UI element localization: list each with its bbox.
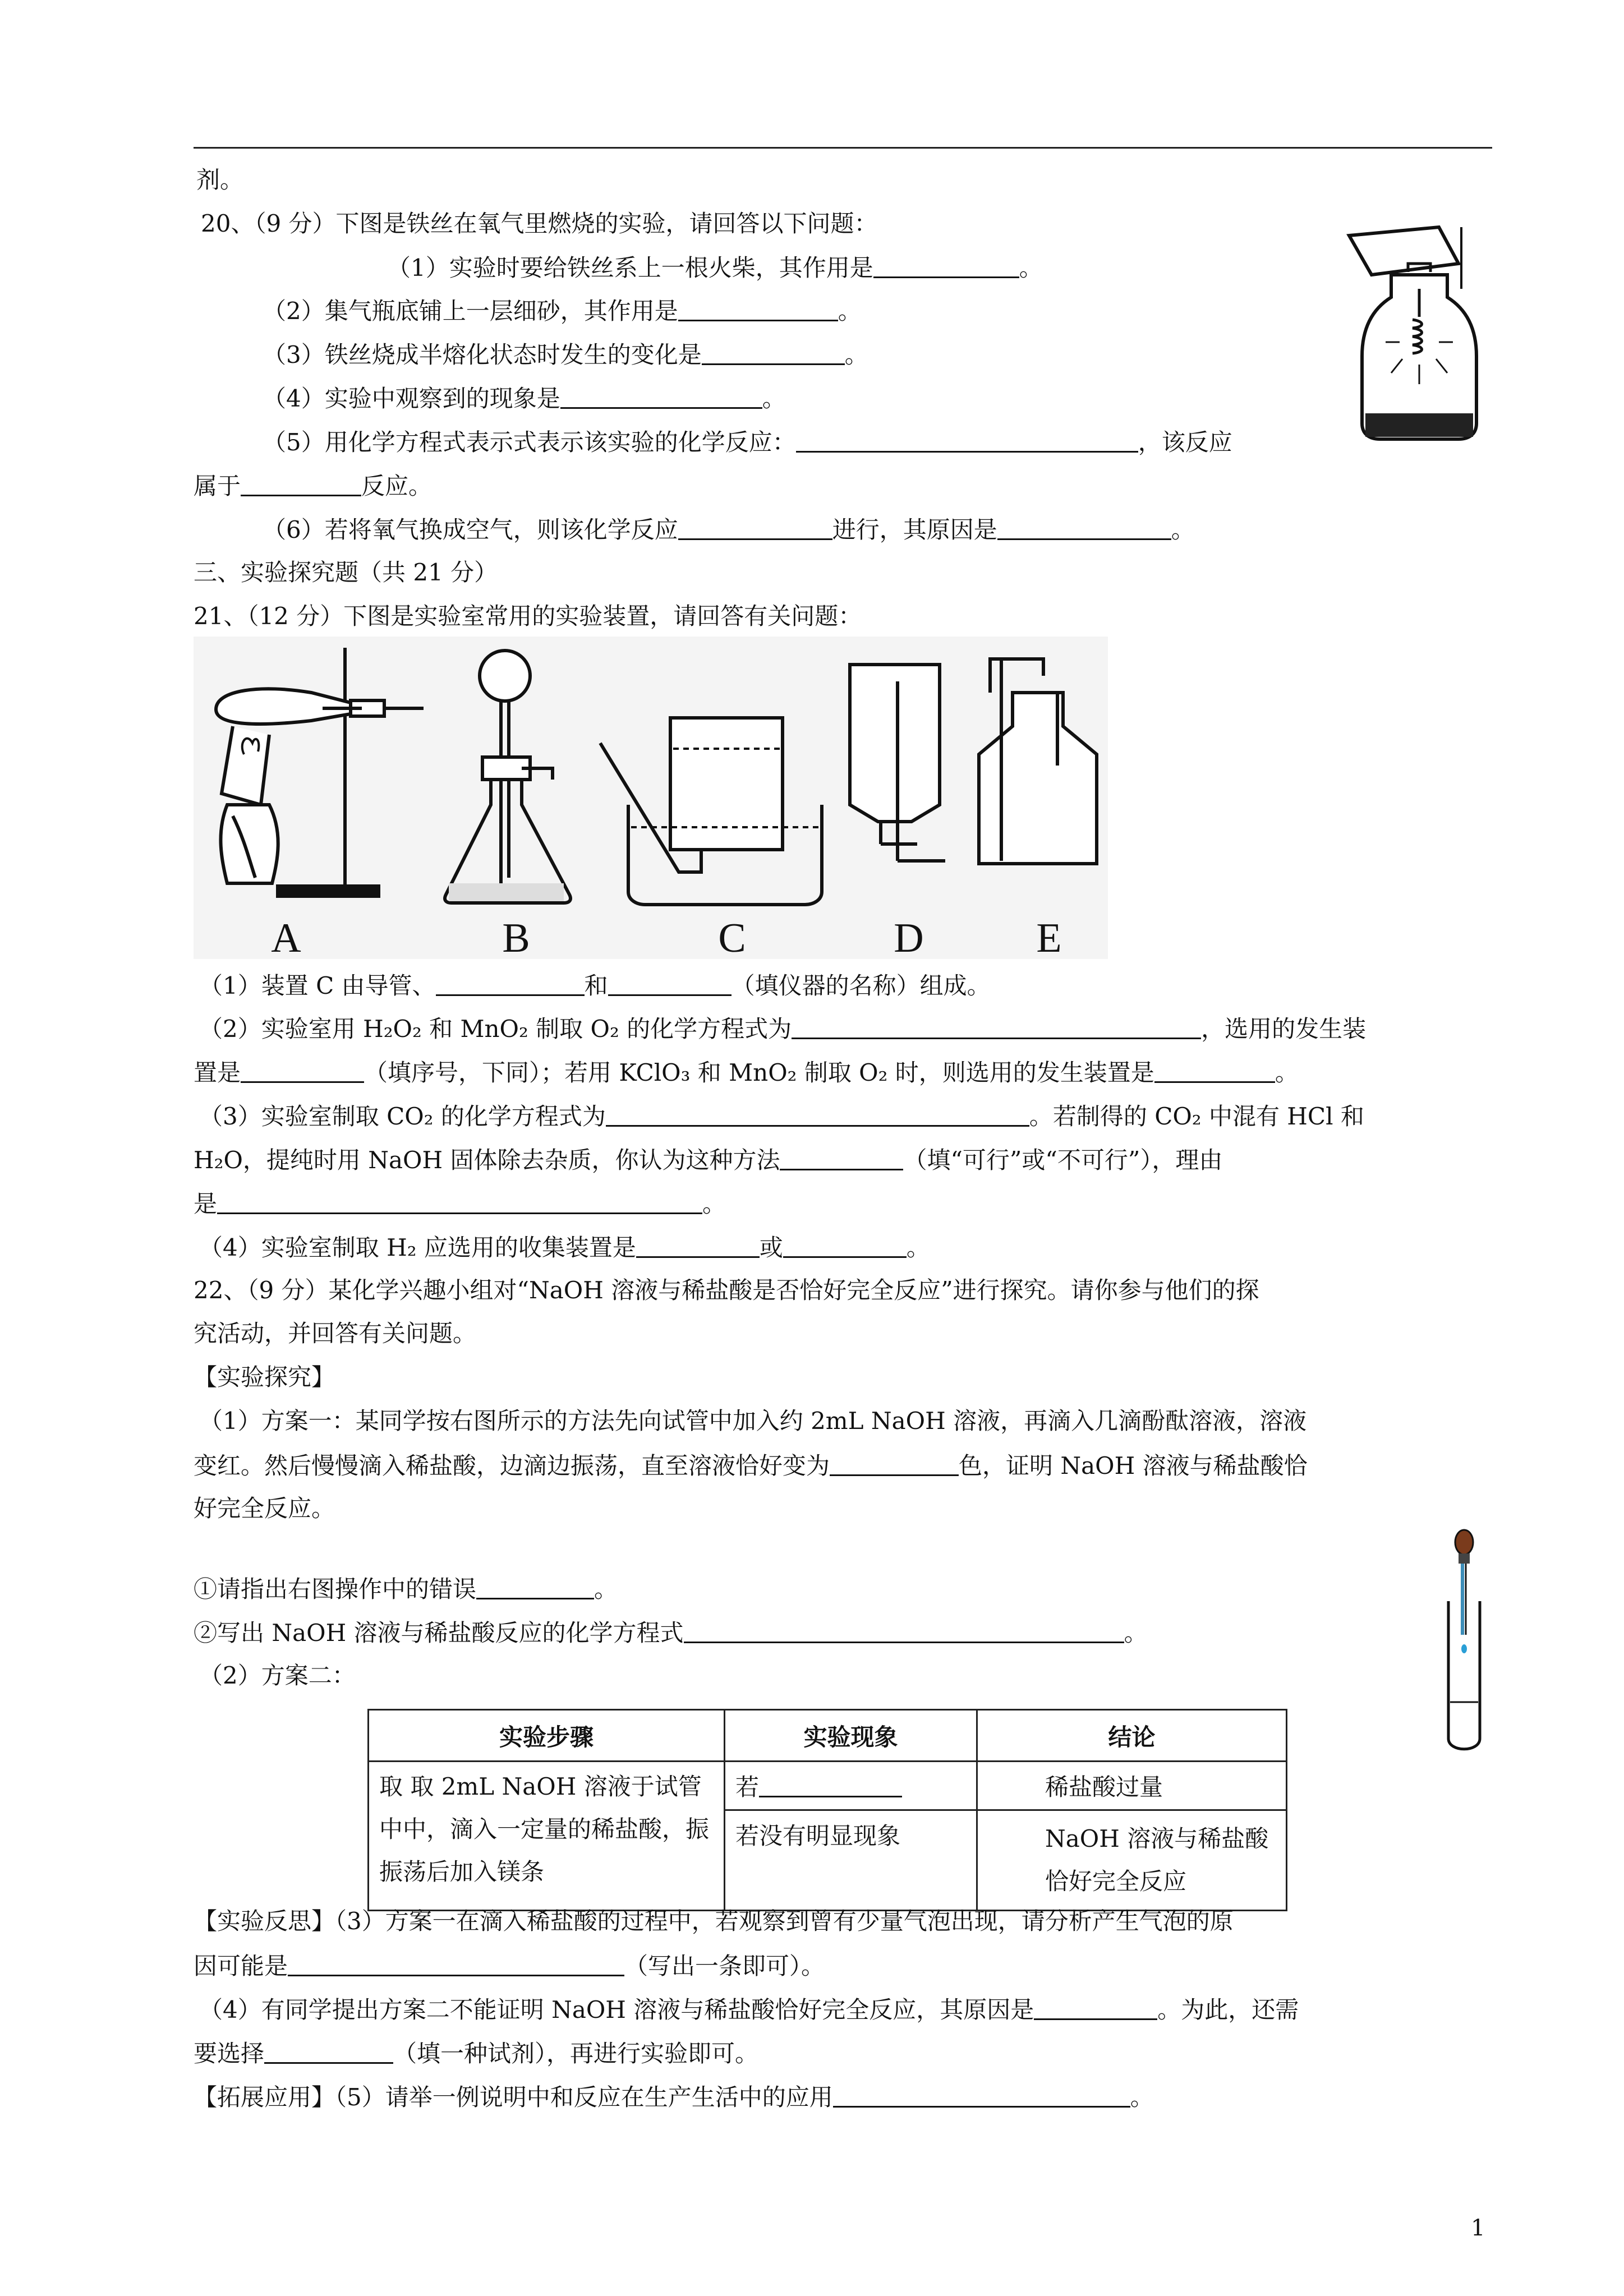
answer-blank[interactable] bbox=[264, 2041, 393, 2064]
answer-blank[interactable] bbox=[997, 517, 1171, 540]
q21-part3-reason: 是 。 bbox=[194, 1190, 726, 1218]
q21-part1: （1）装置 C 由导管、 和 （填仪器的名称）组成。 bbox=[199, 972, 991, 999]
answer-blank[interactable] bbox=[606, 1104, 1029, 1127]
question-21: 21、（12 分）下图是实验室常用的实验装置，请回答有关问题： bbox=[194, 602, 862, 630]
q20-part2: （2）集气瓶底铺上一层细砂，其作用是 。 bbox=[263, 297, 862, 325]
answer-blank[interactable] bbox=[873, 255, 1019, 278]
question-22-cont: 究活动，并回答有关问题。 bbox=[194, 1320, 477, 1347]
answer-blank[interactable] bbox=[241, 1060, 364, 1083]
q20-part1: （1）实验时要给铁丝系上一根火柴，其作用是 。 bbox=[387, 254, 1043, 282]
answer-blank[interactable] bbox=[560, 386, 762, 409]
answer-blank[interactable] bbox=[476, 1576, 594, 1599]
question-22: 22、（9 分）某化学兴趣小组对“NaOH 溶液与稀盐酸是否恰好完全反应”进行探究。请你参与他们的探 bbox=[194, 1276, 1259, 1304]
answer-blank[interactable] bbox=[288, 1953, 624, 1976]
q20-part6: （6）若将氧气换成空气，则该化学反应 进行，其原因是 。 bbox=[263, 516, 1195, 543]
header-rule bbox=[194, 147, 1492, 149]
q22-part2: （2）方案二： bbox=[199, 1662, 356, 1689]
answer-blank[interactable] bbox=[678, 298, 838, 321]
table-row2-observation: 若没有明显现象 bbox=[725, 1810, 977, 1911]
label-a: A bbox=[271, 915, 301, 959]
q20-part5: （5）用化学方程式表示式表示该实验的化学反应： ，该反应 bbox=[263, 428, 1232, 456]
answer-blank[interactable] bbox=[783, 1235, 907, 1258]
iron-wire-burning-figure bbox=[1346, 222, 1492, 446]
answer-blank[interactable] bbox=[241, 473, 361, 496]
q22-part4: （4）有同学提出方案二不能证明 NaOH 溶液与稀盐酸恰好完全反应，其原因是 。为此，还需 bbox=[199, 1996, 1299, 2023]
answer-blank[interactable] bbox=[1154, 1060, 1275, 1083]
answer-blank[interactable] bbox=[759, 1774, 902, 1797]
label-c: C bbox=[718, 915, 746, 959]
q20-part5-cont: 属于 反应。 bbox=[194, 472, 433, 500]
answer-blank[interactable] bbox=[684, 1620, 1124, 1643]
answer-blank[interactable] bbox=[217, 1191, 702, 1214]
q20-part4: （4）实验中观察到的现象是 。 bbox=[263, 385, 786, 412]
table-step-cell: 取 取 2mL NaOH 溶液于试管中中，滴入一定量的稀盐酸，振振荡后加入镁条 bbox=[369, 1762, 725, 1911]
q20-part3: （3）铁丝烧成半熔化状态时发生的变化是 。 bbox=[263, 341, 868, 368]
table-row2-conclusion: NaOH 溶液与稀盐酸恰好完全反应 bbox=[977, 1810, 1287, 1911]
answer-blank[interactable] bbox=[792, 1016, 1201, 1039]
q22-circle2: ②写出 NaOH 溶液与稀盐酸反应的化学方程式 。 bbox=[194, 1619, 1148, 1647]
experiment-table bbox=[367, 1709, 1287, 1911]
answer-blank[interactable] bbox=[608, 973, 732, 996]
reflection: 【实验反思】（3）方案一在滴入稀盐酸的过程中，若观察到曾有少量气泡出现，请分析产生气泡的原 bbox=[194, 1907, 1234, 1935]
table-header-conclusion: 结论 bbox=[977, 1710, 1287, 1762]
table-header-observation: 实验现象 bbox=[725, 1710, 977, 1762]
answer-blank[interactable] bbox=[830, 1453, 959, 1476]
answer-blank[interactable] bbox=[436, 973, 585, 996]
page-number: 1 bbox=[1471, 2215, 1485, 2241]
answer-blank[interactable] bbox=[678, 517, 832, 540]
q21-part4: （4）实验室制取 H₂ 应选用的收集装置是 或 。 bbox=[199, 1234, 930, 1261]
q21-part2: （2）实验室用 H₂O₂ 和 MnO₂ 制取 O₂ 的化学方程式为 ，选用的发生装 bbox=[199, 1015, 1367, 1043]
reflection-cont: 因可能是 （写出一条即可）。 bbox=[194, 1952, 825, 1980]
extension: 【拓展应用】（5）请举一例说明中和反应在生产生活中的应用 。 bbox=[194, 2083, 1154, 2111]
answer-blank[interactable] bbox=[636, 1235, 760, 1258]
section-3-title: 三、实验探究题（共 21 分） bbox=[194, 559, 498, 586]
label-e: E bbox=[1036, 915, 1062, 959]
test-tube-dropper-figure bbox=[1436, 1528, 1492, 1758]
answer-blank[interactable] bbox=[796, 430, 1138, 453]
lab-apparatus-figure bbox=[194, 637, 1108, 959]
q21-part3: （3）实验室制取 CO₂ 的化学方程式为 。若制得的 CO₂ 中混有 HCl 和 bbox=[199, 1103, 1364, 1130]
answer-blank[interactable] bbox=[702, 342, 845, 365]
answer-blank[interactable] bbox=[833, 2085, 1130, 2108]
q22-part1-cont: 变红。然后慢慢滴入稀盐酸，边滴边振荡，直至溶液恰好变为 色，证明 NaOH 溶液与稀盐酸恰 bbox=[194, 1452, 1308, 1479]
table-header-step: 实验步骤 bbox=[369, 1710, 725, 1762]
table-row1-observation: 若 bbox=[725, 1762, 977, 1810]
heading-experiment-explore: 【实验探究】 bbox=[194, 1363, 335, 1391]
label-b: B bbox=[502, 915, 530, 959]
question-20: 20、（9 分）下图是铁丝在氧气里燃烧的实验，请回答以下问题： bbox=[201, 210, 878, 237]
q21-part3-cont: H₂O，提纯时用 NaOH 固体除去杂质，你认为这种方法 （填“可行”或“不可行”），理由 bbox=[194, 1146, 1223, 1174]
table-row1-conclusion: 稀盐酸过量 bbox=[977, 1762, 1287, 1810]
q21-part2-cont: 置是 （填序号，下同）；若用 KClO₃ 和 MnO₂ 制取 O₂ 时，则选用的发生装置是 。 bbox=[194, 1059, 1299, 1086]
q22-part4-cont: 要选择 （填一种试剂），再进行实验即可。 bbox=[194, 2040, 759, 2067]
q22-circle1: ①请指出右图操作中的错误 。 bbox=[194, 1575, 618, 1603]
q22-part1: （1）方案一：某同学按右图所示的方法先向试管中加入约 2mL NaOH 溶液，再滴入几滴酚酞溶液，溶液 bbox=[199, 1407, 1307, 1435]
label-d: D bbox=[894, 915, 924, 959]
answer-blank[interactable] bbox=[1034, 1997, 1157, 2020]
q22-part1-end: 好完全反应。 bbox=[194, 1495, 335, 1522]
line-l1: 剂。 bbox=[196, 166, 244, 193]
answer-blank[interactable] bbox=[780, 1147, 903, 1170]
